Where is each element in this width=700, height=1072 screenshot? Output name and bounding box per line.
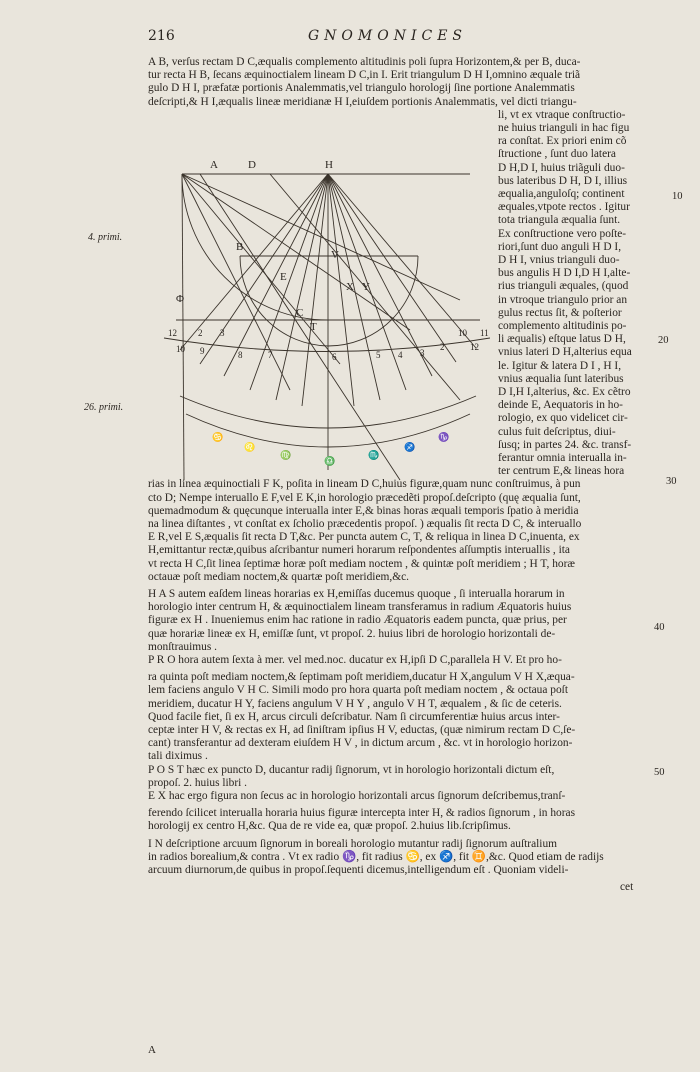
text-line: Quod facile fiet, ſi ex H, arcus circuli deſcribatur. Nam ſi circumferentiæ huius arcus inter- <box>148 710 560 723</box>
text-line: æqualia,anguloſq; continent <box>498 188 625 200</box>
line-number: 30 <box>666 476 677 487</box>
text-line: le. Igitur & latera D I , H I, <box>498 359 622 372</box>
hour-label: 9 <box>200 346 205 356</box>
text-line: P O S T hæc ex puncto D, ducantur radij ſignorum, vt in horologio horizontali dictum eſt, <box>148 763 555 776</box>
text-line: in vtroque triangulo prior an <box>498 293 628 306</box>
text-line: Ex conſtructione vero poſte- <box>498 227 627 240</box>
hour-ray <box>276 174 328 400</box>
text-line: horologij ex centro H,&c. Qua de re vide ea, quæ propoſ. 2.huius lib.ſcripſimus. <box>148 820 511 833</box>
text-line: deinde E, Aequatoris in ho- <box>498 399 623 412</box>
text-line: li, vt ex vtraque conſtructio- <box>498 108 626 121</box>
label-t: T <box>310 321 317 333</box>
hour-label: 2 <box>198 328 203 338</box>
text-line: D H I, vnius trianguli duo- <box>498 254 620 266</box>
label-b: B <box>236 241 244 253</box>
text-line: riori,ſunt duo anguli H D I, <box>498 240 622 253</box>
hour-ray <box>328 174 456 362</box>
text-line: vt recta H C,ſit linea ſeptimæ horæ poſt mediam noctem , & quintæ poſt meridiem ; H T, horæ <box>148 557 575 570</box>
text-line: cet <box>620 881 634 894</box>
text-line: E X hac ergo figura non ſecus ac in horologio horizontali arcus ſignorum deſcribemus,tranſ- <box>148 790 566 802</box>
text-line: ferantur omnia interualla in- <box>498 452 627 464</box>
sign-label: ♑ <box>438 432 450 442</box>
hour-label: 8 <box>238 350 243 360</box>
sign-label: ♐ <box>404 442 416 452</box>
label-x: X <box>346 281 354 293</box>
line-number: 50 <box>654 767 665 778</box>
text-line: na linea diſtantes , vt conſtat ex ſcholio præcedentis propoſ. ) æqualis ſit recta D C, & interuallo <box>148 518 582 530</box>
page-number: 216 <box>148 28 175 44</box>
label-y: Y <box>362 281 370 293</box>
hour-label: 12 <box>168 328 177 338</box>
text-line: E R,vel E S,æqualis ſit recta D T,&c. Per puncta autem C, T, & reliqua in linea D C,inuenta, ex <box>148 531 580 544</box>
text-line: D I,H I,alterius, &c. Ex cẽtro <box>498 386 631 398</box>
text-line: rias in linea æquinoctiali F K, poſita in lineam D C,huius figuræ,quam nunc conſtruimus, à pun <box>148 478 581 491</box>
hour-label: 6 <box>332 352 337 362</box>
text-line: ra conſtat. Ex priori enim cõ <box>498 135 627 148</box>
text-line: æquales,vtpote rectos . Igitur <box>498 201 630 214</box>
text-line: ne huius trianguli in hac figu <box>498 122 630 134</box>
text-line: gulo D H I, præfatæ portionis Analemmatis,vel triangulo horologij ſine portione Analemmatis <box>148 82 575 95</box>
text-line: ſusq; in partes 24. &c. transf- <box>498 438 632 451</box>
label-e: E <box>280 271 287 283</box>
hour-label: 12 <box>470 342 479 352</box>
text-line: vnius æqualia ſunt lateribus <box>498 372 624 385</box>
text-line: meridiem, ducatur H Y, faciens angulum V H Y , angulo V H T, æqualem , & ſic de ceteris. <box>148 697 562 710</box>
inner-arc <box>240 256 418 346</box>
running-title: GNOMONICES <box>308 28 468 44</box>
signature-mark: A <box>148 1044 156 1056</box>
text-line: cto D; Nempe interuallo E F,vel E K,in horologio præcedẽti propoſ.deſcripto (quę æqualia ſunt, <box>148 491 581 504</box>
text-line: bus angulis H D I,D H I,alte- <box>498 267 631 280</box>
hour-ray <box>328 174 476 348</box>
sign-label: ♏ <box>368 450 380 460</box>
text-line: in radios borealium,& contra . Vt ex radio ♑, fit radius ♋, ex ♐, fit ♊,&c. Quod etiam de radijs <box>148 850 604 863</box>
text-line: complemento altitudinis po- <box>498 320 627 332</box>
line-number: 10 <box>672 191 683 202</box>
sign-label: ♌ <box>244 442 256 452</box>
text-line: tur recta H B, ſecans æquinoctialem lineam D C,in I. Erit triangulum D H I,omnino æquale triã <box>148 69 581 82</box>
label-v: V <box>331 249 339 261</box>
text-line: rologio, ex quo videlicet cir- <box>498 412 628 425</box>
hour-label: 4 <box>398 350 403 360</box>
text-line: I N deſcriptione arcuum ſignorum in boreali horologio mutantur radij ſignorum auſtralium <box>148 837 558 850</box>
text-line: A B, verſus rectam D C,æqualis complemento altitudinis poli ſupra Horizontem,& per B, duca- <box>148 56 581 68</box>
quadrant-arc <box>182 174 328 320</box>
text-line: cant) transferantur ad dexteram eiuſdem H V , in dictum arcum , &c. vt in horologio horizon- <box>148 737 573 750</box>
text-line: tota triangula æqualia ſunt. <box>498 214 621 227</box>
hour-label: 5 <box>376 350 381 360</box>
hour-ray <box>328 174 380 400</box>
label-a: A <box>210 159 218 171</box>
dial-construction-diagram <box>140 150 490 490</box>
text-line: culus fuit deſcriptus, diui- <box>498 425 616 438</box>
text-line: propoſ. 2. huius libri . <box>148 776 248 789</box>
margin-note: 4. primi. <box>88 232 123 243</box>
label-d: D <box>248 159 256 171</box>
line-number: 40 <box>654 622 665 633</box>
sign-ray <box>182 174 290 390</box>
text-line: P R O hora autem ſexta à mer. vel med.noc. ducatur ex H,ipſi D C,parallela H V. Et pro ho- <box>148 654 562 666</box>
text-line: H A S autem eaſdem lineas horarias ex H,emiſſas ducemus quoque , ſi interualla horarum in <box>148 588 565 600</box>
sign-label: ♍ <box>280 450 292 460</box>
text-line: quemadmodum & quęcunque interualla inter E,& binas horas æquali temporis ſpatio à meridia <box>148 504 579 517</box>
text-line: gulus rectus ſit, & poſterior <box>498 306 622 319</box>
text-line: rius trianguli æquales, (quod <box>498 280 629 293</box>
text-line: horologio inter centrum H, & æquinoctialem lineam transferamus in radium Æquatoris huius <box>148 601 572 614</box>
margin-note: 26. primi. <box>84 402 124 413</box>
label-c: C <box>296 307 304 319</box>
line-number: 20 <box>658 335 669 346</box>
page-header <box>148 28 648 48</box>
text-line: octauæ poſt mediam noctem,& quartæ poſt meridiem,&c. <box>148 570 409 583</box>
label-h: H <box>325 159 333 171</box>
hour-label: 11 <box>480 328 489 338</box>
text-line: arcuum diurnorum,de quibus in propoſ.ſequenti dicemus,intelligendum eſt . Quoniam videli- <box>148 864 569 876</box>
text-line: ceptæ inter H V, & rectas ex H, ad ſiniſtram ipſius H V, eductas, (quæ nimirum rectam D C,ſe- <box>148 724 576 736</box>
hour-label: 7 <box>268 350 273 360</box>
text-line: H,emittantur rectæ,quibus aſcribantur numeri horarum reſpondentes aſſumptis interuallis , ita <box>148 544 570 557</box>
text-line: lem faciens angulo V H C. Simili modo pro hora quarta poſt mediam noctem , & octaua poſt <box>148 684 569 697</box>
text-line: deſcripti,& H I,æqualis lineæ meridianæ H I,eiuſdem portionis Analemmatis, vel dicti triangu- <box>148 95 577 108</box>
text-line: vnius lateri D H,alterius equa <box>498 346 632 359</box>
left-edge-line <box>182 174 184 480</box>
text-line: ra quinta poſt mediam noctem,& ſeptimam poſt meridiem,ducatur H X,angulum V H X,æqua- <box>148 671 575 684</box>
hour-label: 10 <box>458 328 467 338</box>
hour-label: 10 <box>176 344 185 354</box>
text-line: quæ horariæ lineæ ex H, emiſſæ ſunt, vt propoſ. 2. huius libri de horologio horizontali de- <box>148 627 556 640</box>
sign-label: ♎ <box>324 456 336 466</box>
sign-ray <box>182 174 340 364</box>
text-line: monſtrauimus . <box>148 640 217 653</box>
hour-ray <box>180 174 328 350</box>
text-line: D H,D I, huius triãguli duo- <box>498 161 625 174</box>
text-line: ſtructione , ſunt duo latera <box>498 148 616 161</box>
hour-label: 3 <box>220 328 225 338</box>
text-line: ter centrum E,& lineas hora <box>498 465 625 478</box>
text-line: bus lateribus D H, D I, illius <box>498 174 628 187</box>
text-line: figuræ ex H . Inueniemus enim hac ratione in radio Æquatoris eadem puncta, quæ prius, per <box>148 614 567 627</box>
text-line: tali diximus . <box>148 750 208 763</box>
hour-label: 2 <box>440 342 445 352</box>
text-line: li æqualis) eſtque latus D H, <box>498 333 626 346</box>
sign-label: ♋ <box>212 432 224 442</box>
label-phi: Φ <box>176 293 185 305</box>
hour-label: 3 <box>420 348 425 358</box>
text-line: ferendo ſcilicet interualla horaria huius figuræ intercepta inter H, & radios ſignorum , in horas <box>148 807 576 820</box>
sign-ray <box>200 174 400 480</box>
